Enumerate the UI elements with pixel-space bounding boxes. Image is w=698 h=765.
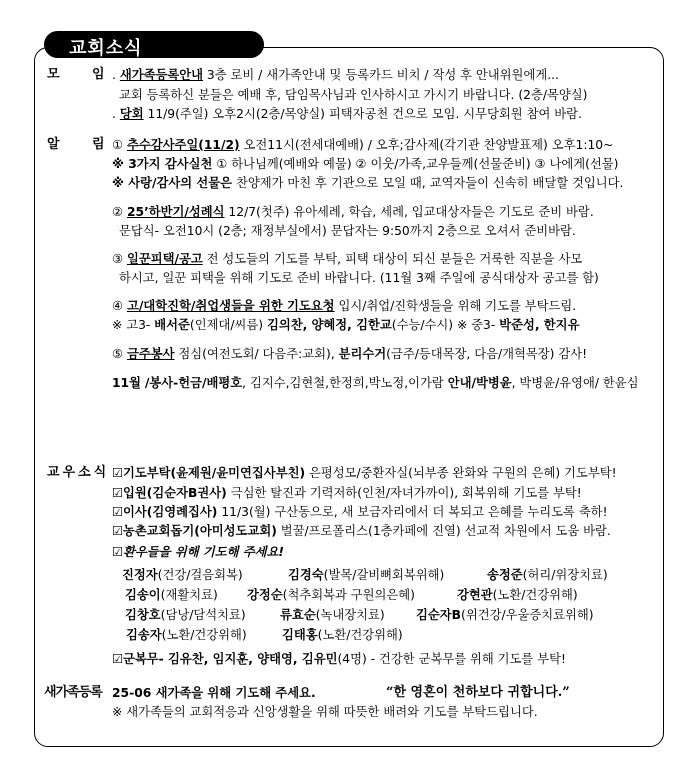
item-number: ① bbox=[112, 138, 124, 152]
checkbox-icon: ☑ bbox=[112, 486, 124, 500]
notice-item-text: (금주/등대목장, 다음/개혁목장) 감사! bbox=[386, 347, 588, 361]
newfamily-title: 25-06 새가족을 위해 기도해 주세요. bbox=[112, 686, 316, 700]
notice-item-text: 점심(여전도회/ 다음주:교회), bbox=[174, 347, 339, 361]
patient-name: 강정순 bbox=[247, 588, 283, 602]
patient-note: (녹내장치료) bbox=[315, 608, 385, 622]
student-names: 김의찬, 양혜정, 김한교 bbox=[266, 318, 392, 332]
notice-item-text: 12/7(첫주) 유아세례, 학습, 세례, 입교대상자들은 기도로 준비 바람. bbox=[224, 205, 594, 219]
student-note: (인제대/씨름) bbox=[189, 318, 267, 332]
service-month: 11월 bbox=[112, 376, 141, 390]
notice-label-2: 림 bbox=[92, 137, 105, 152]
service-role: 안내/박병윤 bbox=[447, 376, 512, 390]
meeting-item-title: 새가족등록안내 bbox=[119, 68, 203, 82]
meeting-item-text: 3층 로비 / 새가족안내 및 등록카드 비치 / 작성 후 안내위원에게... bbox=[203, 68, 559, 82]
patient-note: (노환/건강위해) bbox=[492, 588, 578, 602]
item-number: ⑤ bbox=[112, 347, 124, 361]
student-name: 배서준 bbox=[154, 318, 190, 332]
section-title-tab bbox=[44, 31, 264, 58]
newfamily-quote: “한 영혼이 천하보다 귀합니다.” bbox=[386, 685, 570, 700]
meeting-item-text: 교회 등록하신 분들은 예배 후, 담임목사님과 인사하시고 가시기 바랍니다. (2층/목양실) bbox=[119, 88, 588, 102]
checkbox-icon: ☑ bbox=[112, 545, 124, 559]
service-names: , 김지수,김현철,한정희,박노정,이가람 bbox=[242, 376, 448, 390]
members-item-title: 입원(김순자B권사) bbox=[123, 486, 227, 500]
patient-name: 김송자 bbox=[126, 628, 162, 642]
meeting-item-text: 11/9(주일) 오후2시(2층/목양실) 피택자공천 건으로 모임. 시무당회원 참여 바람. bbox=[143, 107, 582, 121]
notice-item-title: 금주봉사 bbox=[126, 347, 175, 361]
members-item-title: 농촌교회돕기(아미성도교회) bbox=[123, 524, 277, 538]
notice-sub-prefix: ※ 3가지 감사실천 bbox=[112, 157, 213, 171]
notice-item-title: 추수감사주일(11/2) bbox=[126, 138, 240, 152]
members-item-title: 기도부탁(윤제원/윤미연집사부친) bbox=[123, 466, 306, 480]
notice-item-bold: 분리수거 bbox=[338, 347, 387, 361]
service-names: , 박병윤/유영애/ 한윤심 bbox=[511, 376, 639, 390]
meeting-item-title: 당회 bbox=[119, 107, 144, 121]
patient-note: (허리/위장치료) bbox=[522, 568, 608, 582]
patient-name: 김창호 bbox=[125, 608, 161, 622]
members-item-title: 환우들을 위해 기도해 주세요! bbox=[123, 545, 285, 559]
notice-sub-text: 하시고, 일꾼 피택을 위해 기도로 준비 바랍니다. (11월 3째 주일에 공식대상자 공고를 함) bbox=[119, 271, 599, 285]
patient-name: 진정자 bbox=[122, 568, 158, 582]
newfamily-label: 새가족등록 bbox=[44, 685, 102, 700]
bullet: . bbox=[112, 107, 116, 121]
members-item-text: 11/3(월) 구산동으로, 새 보금자리에서 더 복되고 은혜를 누리도록 축하! bbox=[217, 505, 608, 519]
student-note: (수능/수시) ※ 중3- bbox=[391, 318, 500, 332]
checkbox-icon: ☑ bbox=[112, 466, 124, 480]
patient-note: (재활치료) bbox=[160, 588, 218, 602]
item-number: ④ bbox=[112, 299, 124, 313]
patient-note: (노환/건강위해) bbox=[161, 628, 247, 642]
patient-name: 송정준 bbox=[487, 568, 523, 582]
notice-item-text: 오전11시(전세대예배) / 오후;감사제(각기관 찬양발표제) 오후1:10~ bbox=[239, 138, 614, 152]
patient-name: 김송이 bbox=[125, 588, 161, 602]
members-item-text: 은평성모/중환자실(뇌부종 완화와 구원의 은혜) 기도부탁! bbox=[305, 466, 617, 480]
notice-item-title: 25’하반기/성례식 bbox=[126, 205, 225, 219]
item-number: ③ bbox=[112, 252, 124, 266]
service-role: /봉사-헌금/배평호 bbox=[144, 376, 243, 390]
checkbox-icon: ☑ bbox=[112, 524, 124, 538]
newfamily-note: ※ 새가족들의 교회적응과 신앙생활을 위해 따뜻한 배려와 기도를 부탁드립니다. bbox=[112, 705, 538, 719]
student-names: 박준성, 한지유 bbox=[499, 318, 580, 332]
members-item-text: 극심한 탈진과 기력저하(인천/자녀가까이), 회복위해 기도를 부탁! bbox=[226, 486, 582, 500]
notice-sub-text: 문답식- 오전10시 (2층; 재정부실에서) 문답자는 9:50까지 2층으로 오셔서 준비바람. bbox=[119, 224, 576, 238]
notice-item-text: 전 성도들의 기도를 부탁, 피택 대상이 되신 분들은 거룩한 직분을 사모 bbox=[202, 252, 583, 266]
patient-name: 강현관 bbox=[457, 588, 493, 602]
meeting-label-1: 모 bbox=[47, 67, 60, 82]
patient-name: 김경숙 bbox=[288, 568, 324, 582]
patient-name: 김순자B bbox=[416, 608, 462, 622]
checkbox-icon: ☑ bbox=[112, 652, 124, 666]
bullet: . bbox=[112, 68, 116, 82]
item-number: ② bbox=[112, 205, 124, 219]
notice-sub-prefix: ※ 사랑/감사의 선물은 bbox=[112, 176, 233, 190]
notice-item-text: 입시/취업/진학생들을 위해 기도를 부탁드림. bbox=[334, 299, 577, 313]
notice-item-title: 고/대학진학/취업생들을 위한 기도요청 bbox=[126, 299, 335, 313]
military-text: (4명) - 건강한 군복무를 위해 기도를 부탁! bbox=[337, 652, 566, 666]
patient-note: (척추회복과 구원의은혜) bbox=[282, 588, 415, 602]
patient-note: (담낭/담석치료) bbox=[160, 608, 246, 622]
notice-sub-prefix: ※ 고3- bbox=[112, 318, 155, 332]
meeting-label-2: 임 bbox=[92, 67, 105, 82]
patient-name: 류효순 bbox=[280, 608, 316, 622]
patient-name: 김태홍 bbox=[282, 628, 318, 642]
checkbox-icon: ☑ bbox=[112, 505, 124, 519]
members-item-title: 이사(김영례집사) bbox=[123, 505, 218, 519]
notice-sub-text: ① 하나님께(예배와 예물) ② 이웃/가족,교우들께(선물준비) ③ 나에게(선물) bbox=[212, 157, 619, 171]
patient-note: (노환/건강위해) bbox=[317, 628, 403, 642]
section-title: 교회소식 bbox=[69, 38, 143, 59]
notice-sub-text: 찬양제가 마친 후 기관으로 모일 때, 교역자들이 신속히 배달할 것입니다. bbox=[232, 176, 624, 190]
patient-note: (위건강/우울증치료위해) bbox=[461, 608, 594, 622]
members-label: 교우소식 bbox=[47, 465, 110, 480]
military-title: 군복무- 김유찬, 임지훈, 양태영, 김유민 bbox=[123, 652, 338, 666]
members-item-text: 벌꿀/프로폴리스(1층카페에 진열) 선교적 차원에서 도움 바람. bbox=[276, 524, 611, 538]
patient-note: (건강/걸음회복) bbox=[157, 568, 243, 582]
notice-item-title: 일꾼피택/공고 bbox=[126, 252, 203, 266]
notice-label-1: 알 bbox=[47, 137, 60, 152]
patient-note: (발목/갈비뼈회복위해) bbox=[323, 568, 445, 582]
